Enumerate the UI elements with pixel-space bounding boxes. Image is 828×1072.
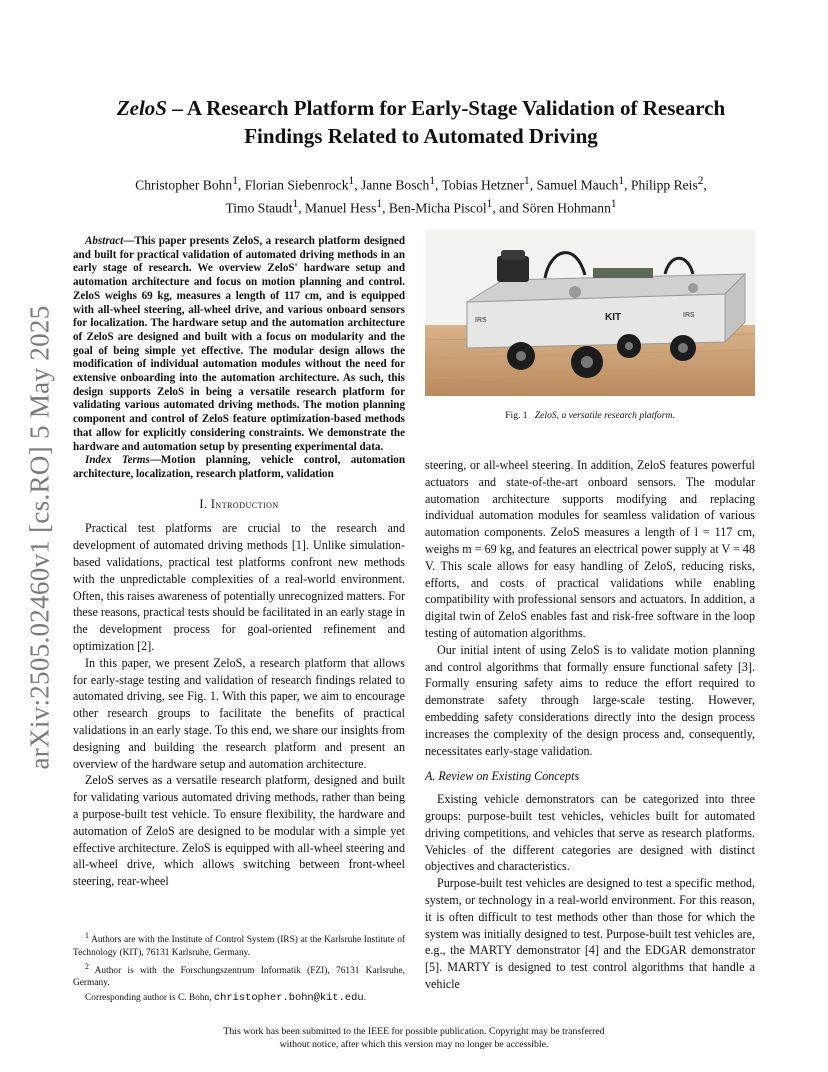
arxiv-identifier-stamp <box>18 300 62 775</box>
author-affiliation-mark: 1 <box>376 197 383 210</box>
figure-1-caption <box>425 410 755 422</box>
intro-paragraph-2: In this paper, we present ZeloS, a research platform that allows for early-stage testing and validation of research findings related to automated driving, see Fig. 1. With this paper, we aim to encourage other research groups to facilitate the benefits of practical validations in an early stage. To this end, we share our insights from designing and building the research platform and present an overview of the hardware setup and automation architecture. <box>73 655 405 771</box>
author-name: Philipp Reis <box>630 177 698 193</box>
caption-text: ZeloS, a versatile research platform. <box>534 410 675 421</box>
author-name: Christopher Bohn <box>135 177 233 193</box>
right-paragraph-1: steering, or all-wheel steering. In addition, ZeloS features powerful actuators and state-of-the-art onboard sensors. The modular automation architecture supports modifying and replacing individual automation modules for seamless validation of various automation components. ZeloS measures a length of l = 117 cm, weighs m = 69 kg, and features an electrical power supply at V = 48 V. This scale allows for easy handling of ZeloS, reducing risks, efforts, and costs of practical validations while enabling compatibility with professional sensors and actuators. In addition, a digital twin of ZeloS enables fast and risk-free software in the loop testing of automation algorithms. <box>425 458 755 640</box>
author-affiliation-mark: 1 <box>618 175 625 187</box>
section-heading-introduction: I. Introduction <box>199 496 279 511</box>
index-terms: Index Terms—Motion planning, vehicle control, automation architecture, localization, research platform, validation <box>73 454 405 480</box>
footnote-2 <box>73 961 405 990</box>
title-line2: Findings Related to Automated Driving <box>244 124 598 148</box>
author-affiliation-mark: 1 <box>610 197 617 210</box>
intro-paragraph-3: ZeloS serves as a versatile research platform, designed and built for validating various automated driving methods, rather than being a purpose-built test vehicle. To ensure flexibility, the hardware and automation of ZeloS are designed to be modular with a simple yet effective architecture. ZeloS is equipped with all-wheel steering and all-wheel drive, which allows switching between front-wheel steering, rear-wheel <box>73 773 405 889</box>
right-paragraph-2: Our initial intent of using ZeloS is to validate motion planning and control algorithms that formally ensure functional safety [3]. Formally ensuring safety aims to reduce the effort required to demonstrate safety through large-scale testing. However, embedding safety considerations directly into the design process increases the complexity of the design process and, consequently, necessitates early-stage validation. <box>425 642 755 758</box>
cooling-fan <box>569 286 581 298</box>
corresponding-text: Corresponding author is C. Bohn, <box>85 992 212 1003</box>
author-name: Florian Siebenrock <box>244 177 349 193</box>
irs-logo-left: IRS <box>475 317 487 324</box>
index-terms-label: Index Terms <box>85 454 150 467</box>
cooling-fan-2 <box>688 283 698 293</box>
footnote-1-mark: 1 <box>85 931 89 940</box>
title-platform-name: ZeloS <box>116 96 167 120</box>
index-terms-text: Motion planning, vehicle control, automation architecture, localization, research platform, validation <box>73 454 405 480</box>
author-name: Janne Bosch <box>360 177 430 193</box>
ieee-submission-note <box>120 1026 708 1051</box>
author-affiliation-mark: 1 <box>292 197 299 210</box>
right-paragraph-3: Existing vehicle demonstrators can be categorized into three groups: purpose-built test vehicles, vehicles built for automated driving competitions, and vehicles that serve as research platforms. Vehicles of the different categories are designed with distinct objectives and characteristics. <box>425 792 755 874</box>
intro-paragraph-1: Practical test platforms are crucial to the research and development of automated driving methods [1]. Unlike simulation-based validations, practical test platforms confront new methods with the unpredictable complexities of a real-world environment. Often, this raises awareness of potentially unrecognized matters. For these reasons, practical tests should be facilitated in an early stage in the development process for goal-oriented refinement and optimization [2]. <box>73 521 405 654</box>
author-affiliation-mark: 1 <box>429 175 435 187</box>
electronics-board <box>593 268 653 278</box>
corresponding-email[interactable]: christopher.bohn@kit.edu <box>213 991 364 1004</box>
author-name: Manuel Hess <box>305 200 377 216</box>
figure-1-photo <box>425 230 755 396</box>
corresponding-author: Corresponding author is C. Bohn, christopher.bohn@kit.edu. <box>85 991 366 1004</box>
author-name: Sören Hohmann <box>522 200 611 216</box>
footnote-1 <box>73 930 405 959</box>
author-name: Tobias Hetzner <box>441 177 525 193</box>
paper-title <box>86 94 756 150</box>
right-paragraph-4: Purpose-built test vehicles are designed to test a specific method, system, or technology in a real-world environment. For this reason, it is often difficult to test methods other than those for which the system was initially designed to test. Purpose-built test vehicles are, e.g., the MARTY demonstrator [4] and the EDGAR demonstrator [5]. MARTY is designed to test control algorithms that handle a vehicle <box>425 876 755 991</box>
arxiv-id-text: arXiv:2505.02460v1 [cs.RO] 5 May 2025 <box>24 305 55 770</box>
author-list: Christopher Bohn$^1$, Florian Siebenrock$^1$, Janne Bosch$^1$, Tobias Hetzner$^1$, Samuel Mauch$^1$, Philipp Reis$^2$, Timo Staudt$^1$, Manuel Hess$^1$, Ben-Micha Piscol$^1$, and Sören Hohmann$^1$ <box>135 175 707 216</box>
kit-logo: KIT <box>605 312 622 323</box>
irs-logo-right: IRS <box>683 312 695 319</box>
abstract: Abstract—This paper presents ZeloS, a research platform designed and built for practical validation of automated driving methods in an early stage of research. We overview ZeloS' hardware setup and automation architecture and focus on motion planning and control. ZeloS weighs 69 kg, measures a length of 117 cm, and is equipped with all-wheel steering, all-wheel drive, and various onboard sensors for localization. The hardware setup and the automation architecture of ZeloS are designed and built with a focus on modularity and the goal of being simple yet effective. The modular design allows the modification of individual automation modules without the need for extensive onboarding into the automation architecture. As such, this design supports ZeloS in being a versatile research platform for validating various automated driving methods. The motion planning component and control of ZeloS feature optimization-based methods that allow for explicitly considering constraints. We demonstrate the hardware and automation setup by presenting experimental data. <box>73 235 405 453</box>
author-name: Samuel Mauch <box>536 177 619 193</box>
author-affiliation-mark: 2 <box>697 175 704 187</box>
robot-vehicle-illustration <box>425 230 755 396</box>
abstract-label: Abstract <box>85 235 124 247</box>
footnote-1-text: Authors are with the Institute of Control System (IRS) at the Karlsruhe Institute of Technology (KIT), 76131 Karlsruhe, Germany. <box>73 935 405 958</box>
author-affiliation-mark: 1 <box>486 197 493 210</box>
submission-note-line-2: without notice, after which this version may no longer be accessible. <box>279 1038 549 1050</box>
author-name: Ben-Micha Piscol <box>388 200 487 216</box>
footnote-2-mark: 2 <box>85 961 89 971</box>
subsection-heading-review: A. Review on Existing Concepts <box>425 769 580 784</box>
left-column <box>73 235 405 995</box>
submission-note-line-1: This work has been submitted to the IEEE for possible publication. Copyright may be transferred <box>223 1026 605 1037</box>
caption-label: Fig. 1 <box>505 410 528 421</box>
author-name: Timo Staudt <box>225 200 293 216</box>
title-line1-rest: – A Research Platform for Early-Stage Validation of Research <box>166 96 726 120</box>
footnotes <box>73 930 405 1006</box>
lidar-cap <box>501 250 525 260</box>
author-affiliation-mark: 1 <box>232 175 238 187</box>
footnote-2-text: Author is with the Forschungszentrum Informatik (FZI), 76131 Karlsruhe, Germany. <box>73 966 405 989</box>
abstract-text: This paper presents ZeloS, a research platform designed and built for practical validation of automated driving methods in an early stage of research. We overview ZeloS' hardware setup and automation architecture and focus on motion planning and control. ZeloS weighs 69 kg, measures a length of 117 cm, and is equipped with all-wheel steering, all-wheel drive, and various onboard sensors for localization. The hardware setup and the automation architecture of ZeloS are designed and built with a focus on modularity and the goal of being simple yet effective. The modular design allows the modification of individual automation modules without the need for extensive onboarding into the automation architecture. As such, this design supports ZeloS in being a versatile research platform for validating various automated driving methods. The motion planning component and control of ZeloS feature optimization-based methods that allow for explicitly considering constraints. We demonstrate the hardware and automation setup by presenting experimental data. <box>73 235 405 453</box>
right-column <box>425 457 755 997</box>
author-affiliation-mark: 1 <box>524 175 530 187</box>
author-affiliation-mark: 1 <box>348 175 355 187</box>
